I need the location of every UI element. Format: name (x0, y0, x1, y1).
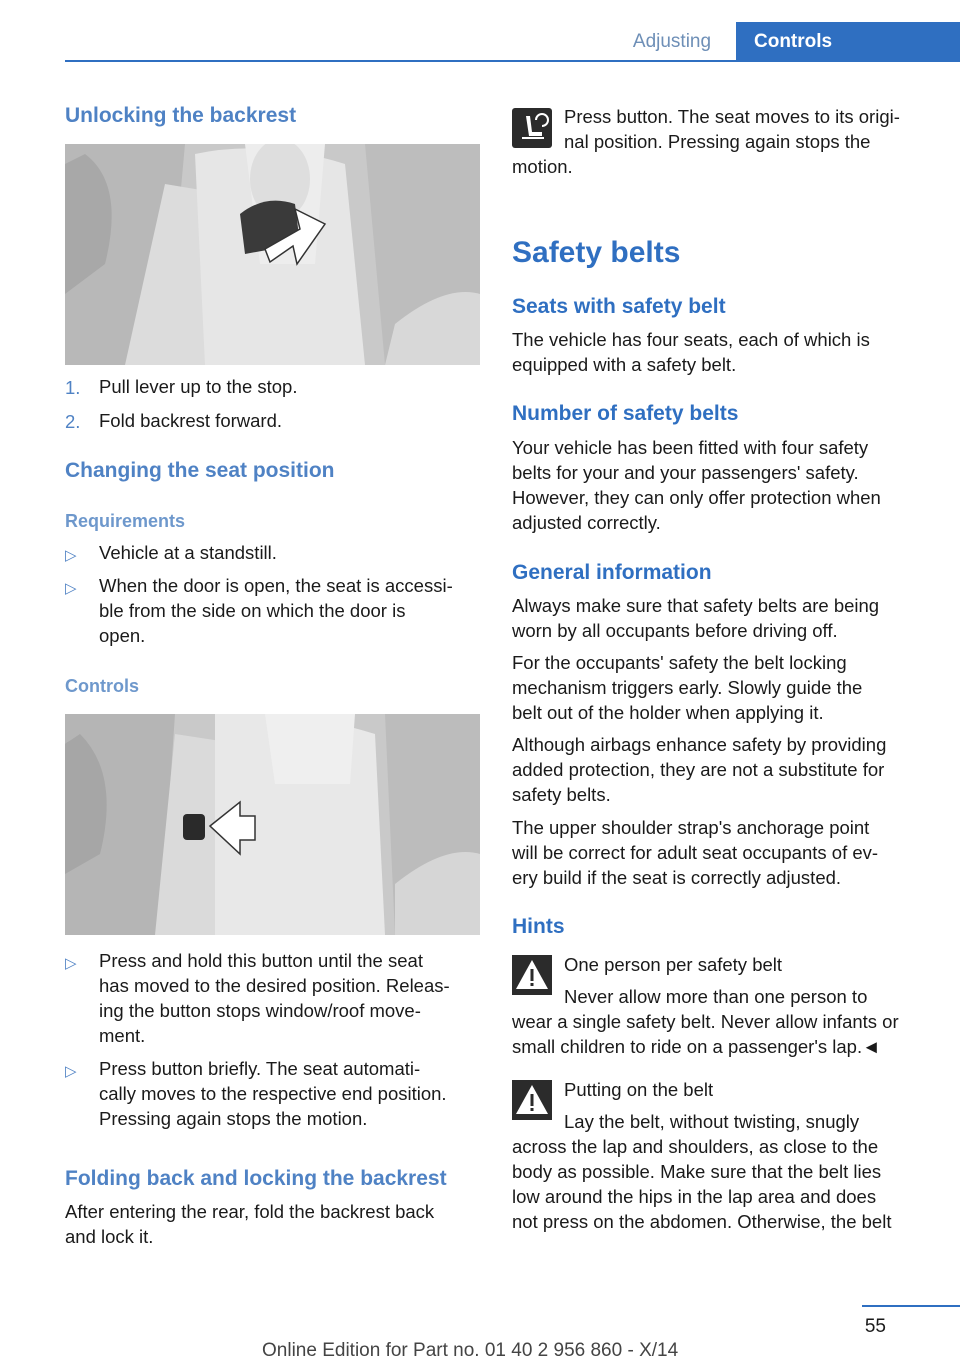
warning-text: not press on the abdomen. Otherwise, the belt (512, 1211, 892, 1232)
footer-edition: Online Edition for Part no. 01 40 2 956 860 - X/14 (262, 1340, 679, 1361)
control-text: ing the button stops window/roof move‐ (99, 1000, 421, 1021)
warning-icon (512, 1080, 552, 1120)
header-section: Adjusting (632, 31, 712, 52)
general-text: safety belts. (512, 784, 611, 805)
backrest-lever-photo (65, 144, 480, 365)
step-text: Pull lever up to the stop. (99, 376, 298, 397)
heading-safety-belts: Safety belts (512, 236, 681, 269)
header-rule (65, 60, 960, 62)
press-text: nal position. Pressing again stops the (564, 131, 871, 152)
control-text: ment. (99, 1025, 146, 1046)
seat-button-photo (65, 714, 480, 935)
heading-changing-seat-position: Changing the seat position (65, 459, 335, 482)
heading-unlocking-backrest: Unlocking the backrest (65, 104, 297, 127)
warning-title: One person per safety belt (564, 954, 783, 975)
bullet-triangle-icon: ▷ (65, 580, 77, 597)
press-text: motion. (512, 156, 573, 177)
general-text: Although airbags enhance safety by providing (512, 734, 887, 755)
warning-text: low around the hips in the lap area and does (512, 1186, 877, 1207)
warning-icon (512, 955, 552, 995)
general-text: will be correct for adult seat occupants of ev‐ (512, 842, 879, 863)
general-text: ery build if the seat is correctly adjusted. (512, 867, 842, 888)
requirement-text: ble from the side on which the door is (99, 600, 406, 621)
requirement-text: open. (99, 625, 146, 646)
number-text: However, they can only offer protection when (512, 487, 881, 508)
control-text: cally moves to the respective end position. (99, 1083, 447, 1104)
warning-text: wear a single safety belt. Never allow infants or (512, 1011, 899, 1032)
control-text: has moved to the desired position. Releas‐ (99, 975, 450, 996)
bullet-triangle-icon: ▷ (65, 547, 77, 564)
control-text: Press and hold this button until the seat (99, 950, 423, 971)
step-number: 2. (65, 411, 81, 432)
seat-memory-icon (512, 108, 552, 148)
fold-text: After entering the rear, fold the backrest back (65, 1201, 435, 1222)
bullet-triangle-icon: ▷ (65, 1063, 77, 1080)
number-text: belts for your and your passengers' safety. (512, 462, 859, 483)
warning-text: Lay the belt, without twisting, snugly (564, 1111, 860, 1132)
heading-seats-with-belt: Seats with safety belt (512, 295, 726, 318)
general-text: For the occupants' safety the belt locking (512, 652, 847, 673)
page-number: 55 (864, 1316, 886, 1337)
bullet-triangle-icon: ▷ (65, 955, 77, 972)
number-text: adjusted correctly. (512, 512, 661, 533)
general-text: mechanism triggers early. Slowly guide the (512, 677, 863, 698)
press-text: Press button. The seat moves to its origi‐ (564, 106, 900, 127)
requirement-text: When the door is open, the seat is accessi‐ (99, 575, 453, 596)
general-text: belt out of the holder when applying it. (512, 702, 824, 723)
step-number: 1. (65, 377, 81, 398)
step-text: Fold backrest forward. (99, 410, 283, 431)
general-text: The upper shoulder strap's anchorage point (512, 817, 870, 838)
general-text: worn by all occupants before driving off. (512, 620, 838, 641)
heading-folding-back: Folding back and locking the backrest (65, 1167, 447, 1190)
warning-title: Putting on the belt (564, 1079, 714, 1100)
seats-text: The vehicle has four seats, each of which is (512, 329, 870, 350)
general-text: Always make sure that safety belts are being (512, 595, 880, 616)
number-text: Your vehicle has been fitted with four safety (512, 437, 869, 458)
fold-text: and lock it. (65, 1226, 154, 1247)
warning-text: Never allow more than one person to (564, 986, 868, 1007)
heading-number-of-belts: Number of safety belts (512, 402, 739, 425)
footer-rule (862, 1305, 960, 1307)
control-text: Press button briefly. The seat automati‐ (99, 1058, 421, 1079)
heading-general-information: General information (512, 561, 712, 584)
heading-requirements: Requirements (65, 511, 186, 531)
control-text: Pressing again stops the motion. (99, 1108, 368, 1129)
heading-controls: Controls (65, 676, 139, 696)
requirement-text: Vehicle at a standstill. (99, 542, 277, 563)
header-chapter: Controls (736, 22, 960, 62)
general-text: added protection, they are not a substitute for (512, 759, 885, 780)
heading-hints: Hints (512, 915, 565, 938)
seats-text: equipped with a safety belt. (512, 354, 737, 375)
warning-text: across the lap and shoulders, as close to the (512, 1136, 879, 1157)
warning-text: body as possible. Make sure that the belt lies (512, 1161, 882, 1182)
warning-text: small children to ride on a passenger's lap.◄ (512, 1036, 881, 1057)
